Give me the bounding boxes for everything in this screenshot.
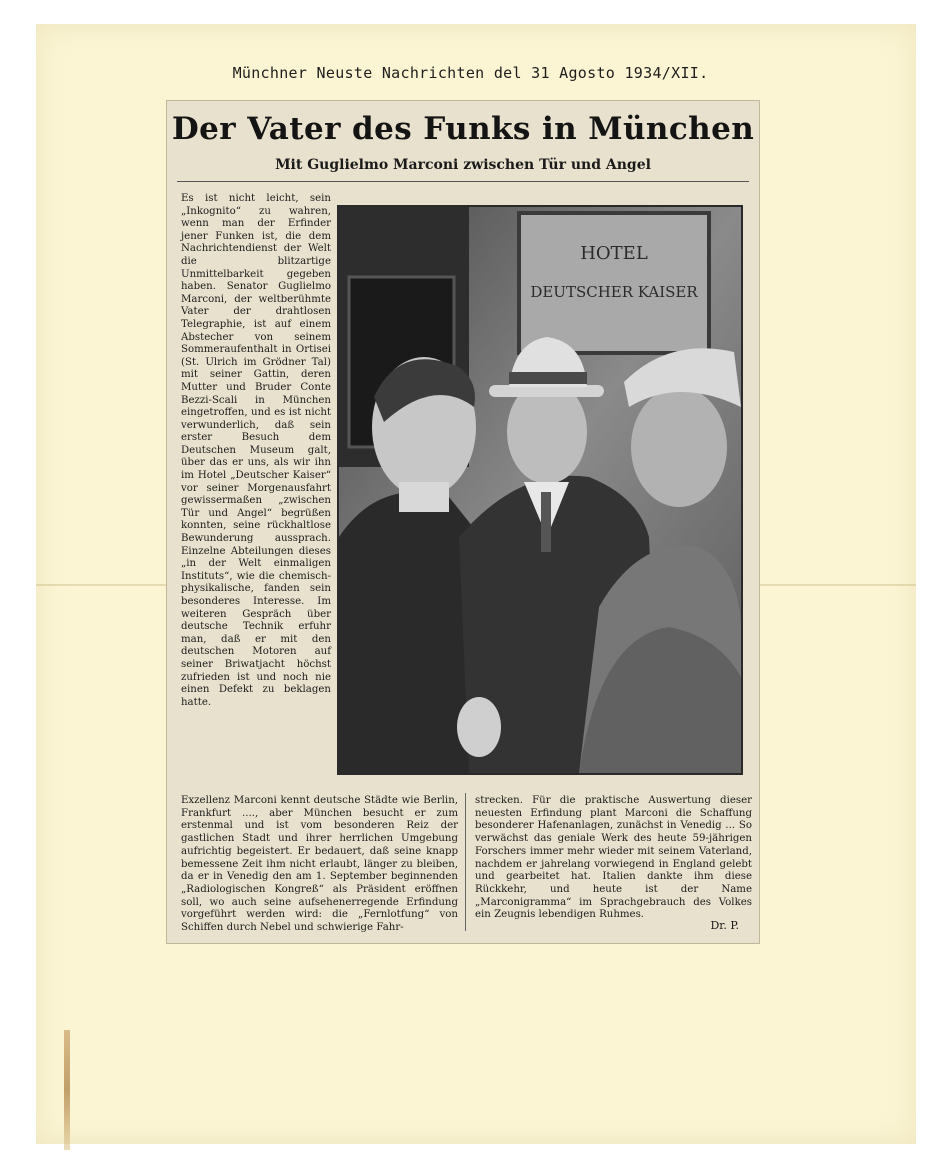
author-signature: Dr. P. <box>710 919 739 932</box>
header-rule <box>177 181 749 182</box>
press-photo <box>337 205 743 775</box>
column-divider <box>465 793 466 931</box>
sign-line2: DEUTSCHER KAISER <box>530 283 698 301</box>
typed-source-line: Münchner Neuste Nachrichten del 31 Agosto 1934/XII. <box>232 64 709 82</box>
rust-stain <box>64 1030 70 1150</box>
headline: Der Vater des Funks in München <box>171 111 755 147</box>
article-column-left: Es ist nicht leicht, sein „Inkognito“ zu wahren, wenn man der Erfinder jener Funken ist, die dem Nachrichtendienst der Welt die blitzartige Unmittelbarkeit gegeben haben. Senator Guglielmo Marconi, der weltberühmte Vater der drahtlosen Telegraphie, ist auf einem Abstecher von seinem Sommeraufenthalt in Ortisei (St. Ulrich im Grödner Tal) mit seiner Gattin, deren Mutter und Bruder Conte Bezzi-Scali in München eingetroffen, und es ist nicht verwunderlich, daß sein erster Besuch dem Deutschen Museum galt, über das er uns, als wir ihn im Hotel „Deutscher Kaiser“ vor seiner Morgenausfahrt gewissermaßen „zwischen Tür und Angel“ begrüßen konnten, seine rückhaltlose Bewunderung aussprach. Einzelne Abteilungen dieses „in der Welt einmaligen Instituts“, wie die chemisch-physikalische, fanden sein besonderes Interesse. Im weiteren Gespräch über deutsche Technik erfuhr man, daß er mit den deutschen Motoren auf seiner Briwatjacht höchst zufrieden ist und noch nie einen Defekt zu beklagen hatte. <box>181 193 331 708</box>
sign-line1: HOTEL <box>580 243 648 264</box>
subheadline: Mit Guglielmo Marconi zwischen Tür und Angel <box>275 157 651 173</box>
article-column-bottom-left: Exzellenz Marconi kennt deutsche Städte wie Berlin, Frankfurt ...., aber München besucht er zum erstenmal und ist vom besonderen Reiz der gastlichen Stadt und ihrer herrlichen Umgebung aufrichtig begeistert. Er bedauert, daß seine knapp bemessene Zeit ihm nicht erlaubt, länger zu bleiben, da er in Venedig den am 1. September beginnenden „Radiologischen Kongreß“ als Präsident eröffnen soll, wo auch seine aufsehenerregende Erfindung vorgeführt werden wird: die „Fernlotfung“ von Schiffen durch Nebel und schwierige Fahr- <box>181 795 458 934</box>
article-column-bottom-right: strecken. Für die praktische Auswertung dieser neuesten Erfindung plant Marconi die Schaffung besonderer Hafenanlagen, zunächst in Venedig ... So verwächst das geniale Werk des heute 59-jährigen Forschers immer mehr wieder mit seinem Vaterland, nachdem er jahrelang vorwiegend in England gelebt und gearbeitet hat. Italien dankte ihm diese Rückkehr, und heute ist der Name „Marconigramma“ im Sprachgebrauch des Volkes ein Zeugnis lebendigen Ruhmes. <box>475 795 752 921</box>
photo-illustration <box>339 207 741 773</box>
newspaper-clipping <box>166 100 760 944</box>
